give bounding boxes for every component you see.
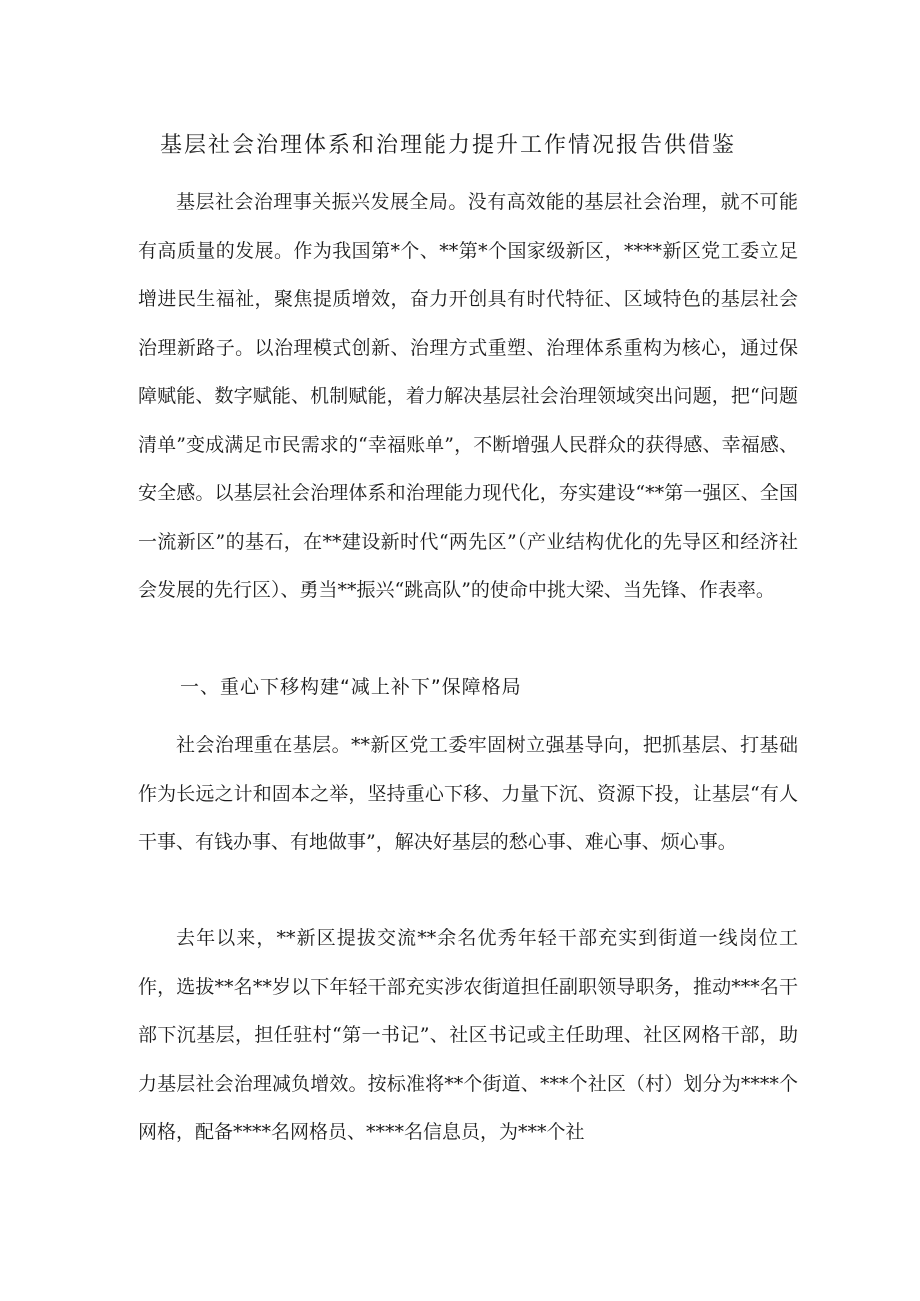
section1-paragraph-2: 去年以来，**新区提拔交流**余名优秀年轻干部充实到街道一线岗位工作，选拔**名**岁以下年轻干部充实涉农街道担任副职领导职务，推动***名干部下沉基层，担任驻村“第一书记”、社区书记或主任助理、社区网格干部，助力基层社会治理减负增效。按标准将**个街道、***个社区（村）划分为****个网格，配备****名网格员、****名信息员，为***个社 xyxy=(138,927,798,1143)
document-title: 基层社会治理体系和治理能力提升工作情况报告供借鉴 xyxy=(160,133,737,158)
section1-paragraph-1: 社会治理重在基层。**新区党工委牢固树立强基导向，把抓基层、打基础作为长远之计和固本之举，坚持重心下移、力量下沉、资源下投，让基层“有人干事、有钱办事、有地做事”，解决好基层的愁心事、难心事、烦心事。 xyxy=(138,734,798,853)
intro-paragraph: 基层社会治理事关振兴发展全局。没有高效能的基层社会治理，就不可能有高质量的发展。作为我国第*个、**第*个国家级新区，****新区党工委立足增进民生福祉，聚焦提质增效，奋力开创具有时代特征、区域特色的基层社会治理新路子。以治理模式创新、治理方式重塑、治理体系重构为核心，通过保障赋能、数字赋能、机制赋能，着力解决基层社会治理领域突出问题，把“问题清单”变成满足市民需求的“幸福账单”，不断增强人民群众的获得感、幸福感、安全感。以基层社会治理体系和治理能力现代化，夯实建设“**第一强区、全国一流新区”的基石，在**建设新时代“两先区”（产业结构优化的先导区和经济社会发展的先行区）、勇当**振兴“跳高队”的使命中挑大梁、当先锋、作表率。 xyxy=(138,191,798,601)
section-heading-1: 一、重心下移构建“减上补下”保障格局 xyxy=(180,676,522,698)
